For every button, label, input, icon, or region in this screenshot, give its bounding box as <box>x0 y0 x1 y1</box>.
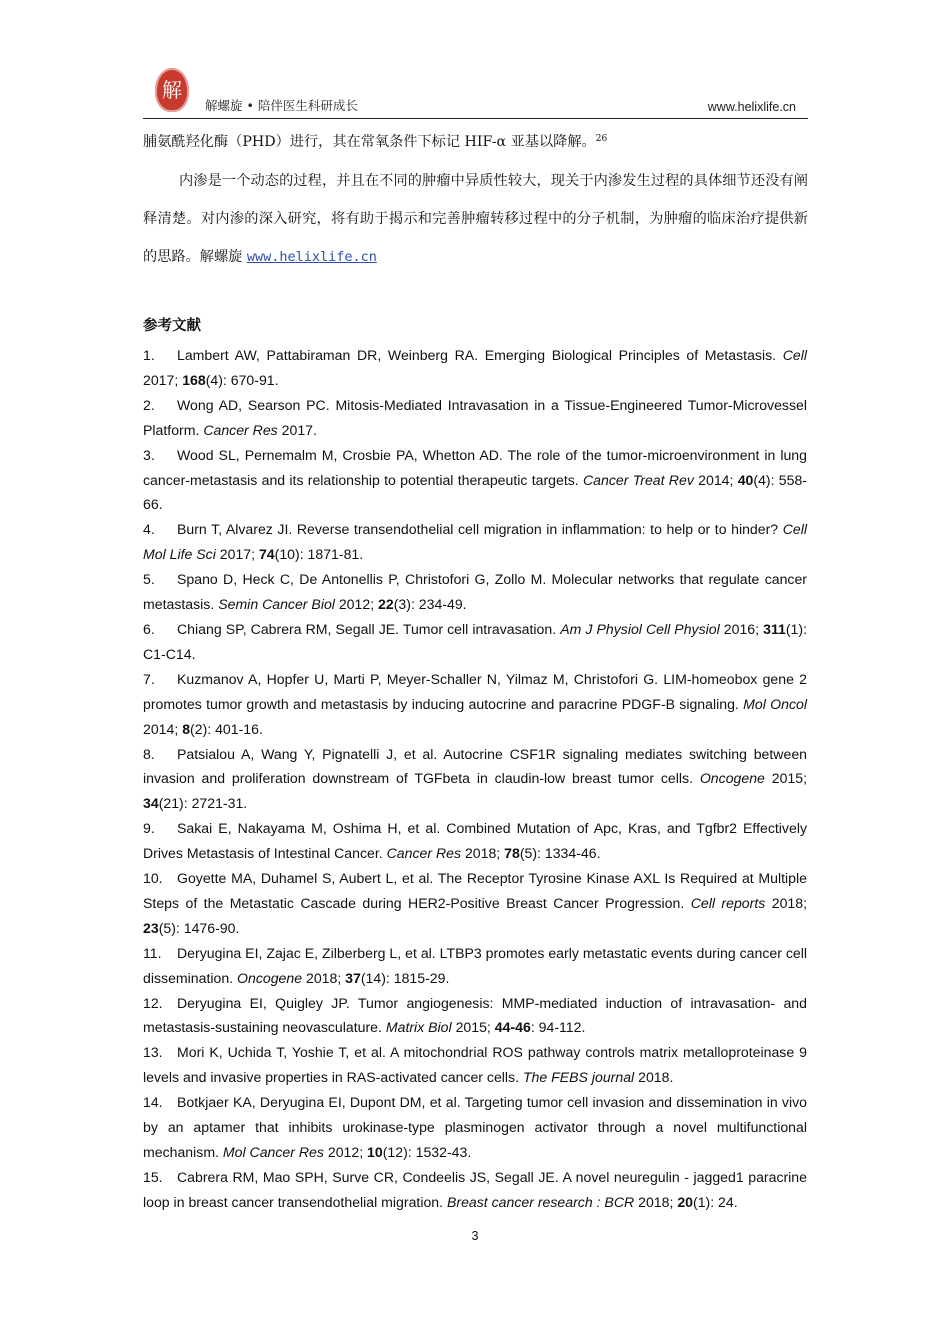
helixlife-link[interactable]: www.helixlife.cn <box>246 249 377 265</box>
reference-authors-title: Cabrera RM, Mao SPH, Surve CR, Condeelis JS, Segall JE. A novel neuregulin - jagged1 paracrine loop in breast cancer transendothelial migration. <box>143 1168 807 1210</box>
reference-number: 6. <box>143 620 155 637</box>
reference-journal: Cancer Treat Rev <box>582 471 694 488</box>
reference-pages: (21): 2721-31. <box>158 795 248 812</box>
reference-number: 11. <box>143 944 162 961</box>
reference-pages: (14): 1815-29. <box>360 969 450 986</box>
reference-pages: (10): 1871-81. <box>274 546 364 563</box>
reference-year: 2015; <box>451 1019 495 1036</box>
reference-item <box>143 742 807 817</box>
reference-volume: 44-46 <box>494 1019 531 1036</box>
reference-authors-title: Lambert AW, Pattabiraman DR, Weinberg RA. Emerging Biological Principles of Metastasis. <box>177 347 783 363</box>
reference-volume: 10 <box>367 1144 383 1160</box>
reference-authors-title: Chiang SP, Cabrera RM, Segall JE. Tumor cell intravasation. <box>177 620 561 637</box>
reference-pages: (5): 1334-46. <box>519 845 601 862</box>
reference-number: 12. <box>143 994 163 1011</box>
reference-volume: 23 <box>143 919 159 936</box>
reference-year: 2018; <box>634 1193 678 1210</box>
reference-journal: Oncogene <box>699 770 765 787</box>
reference-authors-title: Deryugina EI, Quigley JP. Tumor angiogenesis: MMP-mediated induction of intravasation- and metastasis-sustaining neovasculature. <box>143 994 807 1036</box>
reference-year: 2014; <box>693 471 738 488</box>
reference-journal: Cell reports <box>690 894 766 911</box>
page-number: 3 <box>471 1229 479 1243</box>
reference-year: 2018. <box>634 1069 674 1086</box>
reference-item <box>143 1090 807 1165</box>
reference-year: 2012; <box>323 1144 368 1160</box>
body-paragraph-1 <box>143 126 808 155</box>
reference-number: 15. <box>143 1168 163 1185</box>
reference-item <box>143 343 807 393</box>
reference-authors-title: Wong AD, Searson PC. Mitosis-Mediated Intravasation in a Tissue-Engineered Tumor-Microvessel Platform. <box>143 396 807 438</box>
reference-authors-title: Sakai E, Nakayama M, Oshima H, et al. Combined Mutation of Apc, Kras, and Tgfbr2 Effectively Drives Metastasis of Intestinal Cancer. <box>143 820 807 862</box>
reference-journal: Breast cancer research : BCR <box>446 1193 635 1210</box>
reference-item <box>143 1040 807 1090</box>
reference-journal: Matrix Biol <box>385 1019 452 1036</box>
references-heading: 参考文献 <box>143 318 201 334</box>
reference-journal: Oncogene <box>237 969 303 986</box>
reference-number: 1. <box>143 347 155 363</box>
reference-journal: Am J Physiol Cell Physiol <box>560 620 720 637</box>
reference-journal: Mol Cancer Res <box>222 1144 324 1160</box>
reference-year: 2018; <box>765 894 808 911</box>
reference-authors-title: Spano D, Heck C, De Antonellis P, Christofori G, Zollo M. Molecular networks that regulate cancer metastasis. <box>143 571 807 613</box>
reference-item <box>143 667 807 742</box>
reference-number: 10. <box>143 870 163 887</box>
header-website[interactable]: www.helixlife.cn <box>707 100 796 114</box>
reference-year: 2017; <box>143 371 183 388</box>
reference-volume: 168 <box>182 371 206 388</box>
reference-authors-title: Mori K, Uchida T, Yoshie T, et al. A mitochondrial ROS pathway controls matrix metalloproteinase 9 levels and invasive properties in RAS-activated cancer cells. <box>143 1044 807 1086</box>
body-paragraph-2 <box>143 162 808 276</box>
reference-number: 7. <box>143 670 155 687</box>
reference-year: 2016; <box>719 620 764 637</box>
reference-item <box>143 567 807 617</box>
reference-volume: 74 <box>258 546 275 563</box>
reference-pages: (1): 24. <box>693 1193 738 1210</box>
reference-pages: : 94-112. <box>530 1019 586 1036</box>
reference-pages: (1): C1-C14. <box>143 620 807 662</box>
paragraph-2-text: 内渗是一个动态的过程，并且在不同的肿瘤中异质性较大，现关于内渗发生过程的具体细节还没有阐释清楚。对内渗的深入研究，将有助于揭示和完善肿瘤转移过程中的分子机制，为肿瘤的临床治疗提供新的思路。解螺旋 <box>143 173 808 265</box>
reference-year: 2014; <box>143 720 183 737</box>
reference-pages: (4): 558-66. <box>143 471 807 513</box>
header-slogan: 解螺旋 • 陪伴医生科研成长 <box>205 98 358 113</box>
reference-year: 2012; <box>334 596 379 613</box>
reference-number: 5. <box>143 571 155 588</box>
reference-list <box>143 343 807 1215</box>
reference-authors-title: Botkjaer KA, Deryugina EI, Dupont DM, et al. Targeting tumor cell invasion and dissemination in vivo by an aptamer that inhibits urokinase-type plasminogen activator through a novel multifunctional mechanism. <box>143 1094 807 1160</box>
reference-item <box>143 443 807 518</box>
reference-volume: 78 <box>504 845 520 862</box>
reference-number: 9. <box>143 820 155 837</box>
reference-number: 2. <box>143 396 155 413</box>
reference-authors-title: Kuzmanov A, Hopfer U, Marti P, Meyer-Schaller N, Yilmaz M, Christofori G. LIM-homeobox gene 2 promotes tumor growth and metastasis by inducing autocrine and paracrine PDGF-B signaling. <box>143 670 807 712</box>
reference-number: 14. <box>143 1094 163 1111</box>
reference-year: 2018; <box>461 845 505 862</box>
citation-superscript: 26 <box>595 134 608 144</box>
reference-journal: Semin Cancer Biol <box>218 596 335 613</box>
reference-volume: 311 <box>763 620 786 637</box>
reference-number: 8. <box>143 745 155 762</box>
reference-volume: 37 <box>345 969 361 986</box>
reference-pages: (3): 234-49. <box>393 596 467 613</box>
reference-pages: (2): 401-16. <box>190 720 263 737</box>
helixlife-logo-icon: 解 <box>155 68 189 112</box>
reference-journal: Cancer Res <box>386 845 462 862</box>
reference-number: 3. <box>143 446 155 463</box>
paragraph-1-text: 脯氨酰羟化酶（PHD）进行，其在常氧条件下标记 HIF-α 亚基以降解。 <box>143 134 596 150</box>
reference-item <box>143 517 807 567</box>
reference-year: 2015; <box>764 770 808 787</box>
reference-volume: 22 <box>378 596 394 613</box>
reference-volume: 40 <box>737 471 754 488</box>
reference-journal: Cell Mol Life Sci <box>143 521 807 563</box>
reference-item <box>143 393 807 443</box>
reference-volume: 34 <box>143 795 159 812</box>
reference-item <box>143 991 807 1041</box>
reference-number: 4. <box>143 521 155 538</box>
reference-year: 2017; <box>215 546 259 563</box>
reference-journal: Cell <box>782 347 807 363</box>
reference-pages: (12): 1532-43. <box>382 1144 472 1160</box>
reference-year: 2018; <box>302 969 346 986</box>
reference-year: 2017. <box>277 421 317 438</box>
reference-number: 13. <box>143 1044 163 1061</box>
reference-authors-title: Goyette MA, Duhamel S, Aubert L, et al. The Receptor Tyrosine Kinase AXL Is Required at Multiple Steps of the Metastatic Cascade during HER2-Positive Breast Cancer Progression. <box>143 870 807 911</box>
reference-item <box>143 941 807 991</box>
reference-item <box>143 617 807 667</box>
reference-volume: 20 <box>677 1193 693 1210</box>
reference-journal: Cancer Res <box>203 421 278 438</box>
reference-authors-title: Patsialou A, Wang Y, Pignatelli J, et al. Autocrine CSF1R signaling mediates switching between invasion and proliferation downstream of TGFbeta in claudin-low breast tumor cells. <box>143 745 807 787</box>
reference-item <box>143 816 807 866</box>
reference-item <box>143 1165 807 1215</box>
page-header <box>143 66 808 119</box>
reference-authors-title: Burn T, Alvarez JI. Reverse transendothelial cell migration in inflammation: to help or to hinder? <box>177 521 783 538</box>
reference-pages: (4): 670-91. <box>205 371 279 388</box>
reference-volume: 8 <box>182 720 191 737</box>
reference-authors-title: Wood SL, Pernemalm M, Crosbie PA, Whetton AD. The role of the tumor-microenvironment in lung cancer-metastasis and its relationship to potential therapeutic targets. <box>143 446 807 488</box>
reference-journal: Mol Oncol <box>743 695 807 712</box>
reference-journal: The FEBS journal <box>522 1069 635 1086</box>
reference-item <box>143 866 807 941</box>
reference-authors-title: Deryugina EI, Zajac E, Zilberberg L, et al. LTBP3 promotes early metastatic events during cancer cell dissemination. <box>143 944 807 986</box>
reference-pages: (5): 1476-90. <box>158 919 240 936</box>
